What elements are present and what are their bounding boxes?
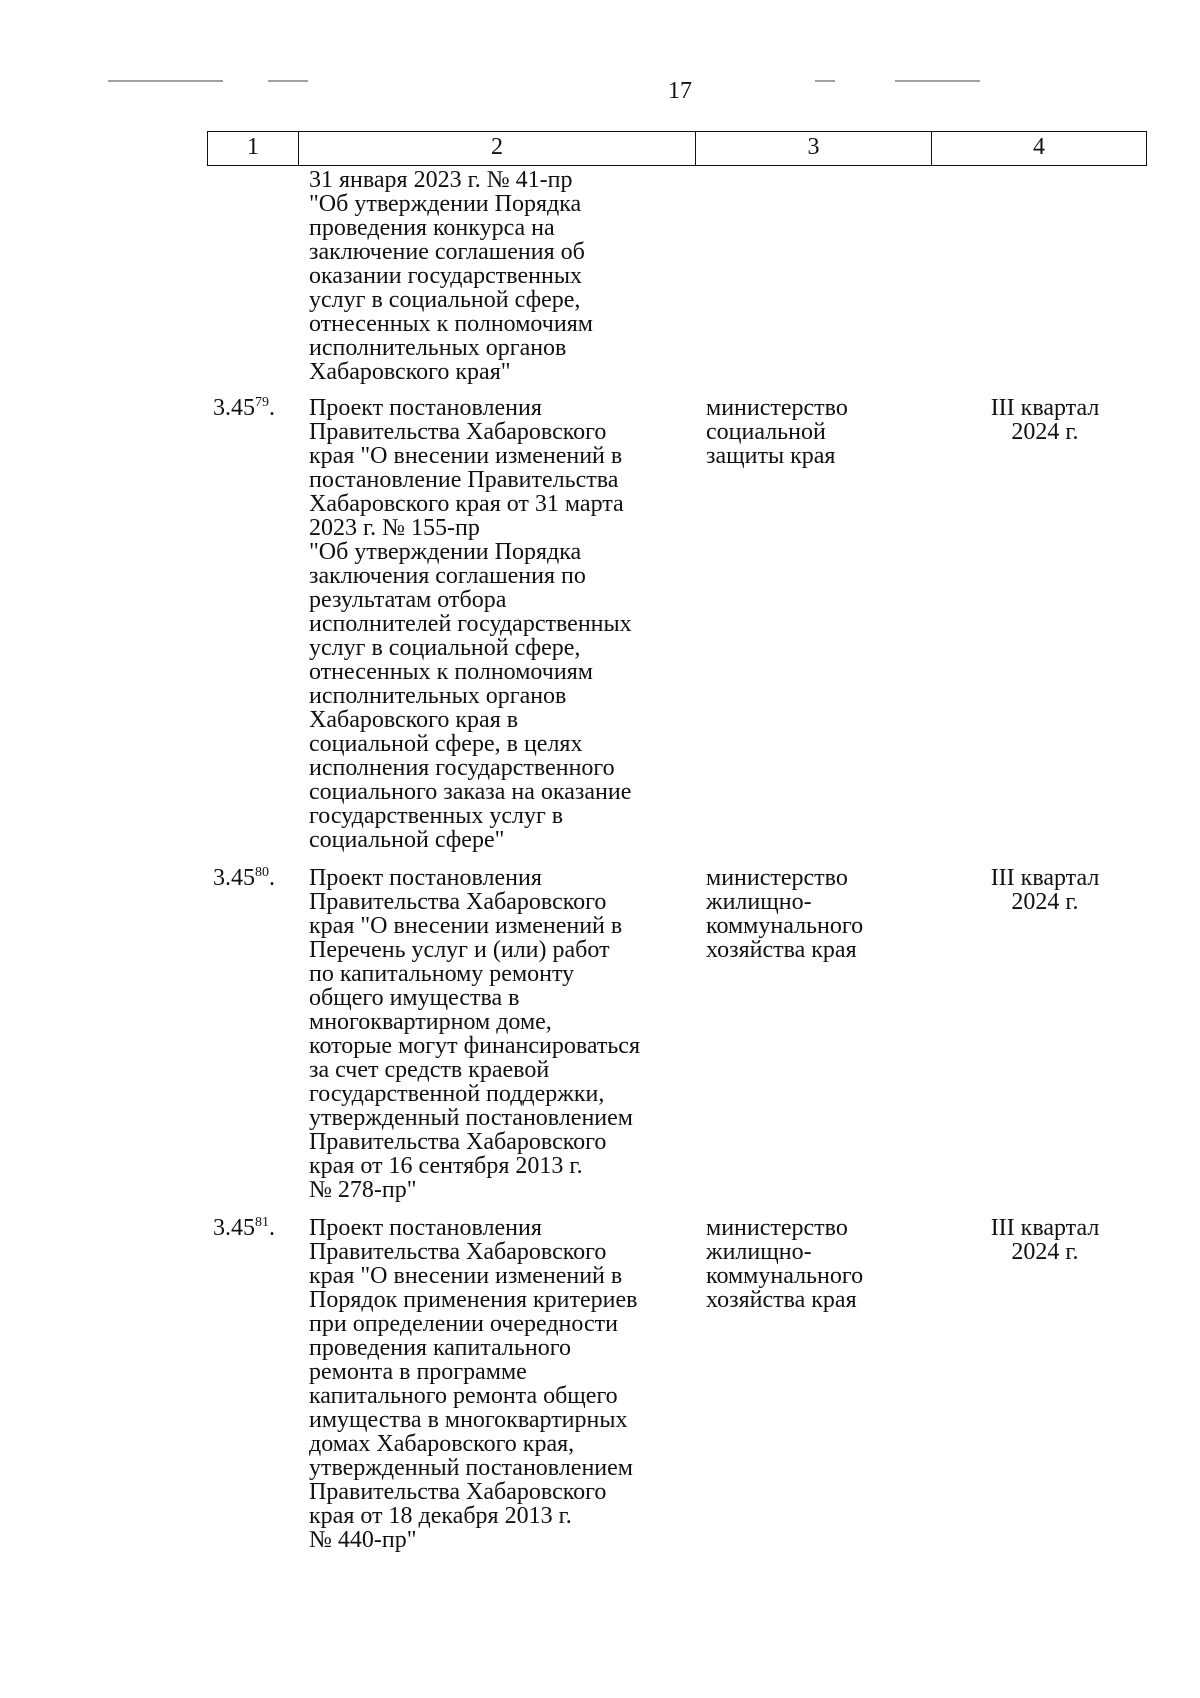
row-responsible: министерство жилищно- коммунального хозяйства края [706, 865, 864, 963]
row-number [213, 1216, 275, 1240]
row-deadline: III квартал 2024 г. [990, 1215, 1100, 1265]
page-number: 17 [668, 78, 692, 104]
table-header-col-3: 3 [696, 132, 932, 165]
row-deadline: III квартал 2024 г. [990, 865, 1100, 915]
row-number [213, 396, 275, 420]
row-number-suffix: . [269, 865, 275, 891]
row-number-superscript: 80 [255, 865, 269, 880]
row-number-suffix: . [269, 1215, 275, 1241]
table-header-col-2: 2 [299, 132, 696, 165]
table-header-col-4: 4 [1033, 134, 1045, 160]
row-description: Проект постановления Правительства Хабаровского края "О внесении изменений в Перечень услуг и (или) работ по капитальному ремонту общего имущества в многоквартирном доме, которые могут финансироваться за счет средств краевой государственной поддержки, утвержденный постановлением Правительства Хабаровского края от 16 сентября 2013 г. № 278-пр" [309, 865, 640, 1203]
row-responsible: министерство социальной защиты края [706, 395, 848, 469]
table-header-col-1: 1 [208, 132, 299, 165]
row-description: Проект постановления Правительства Хабаровского края "О внесении изменений в постановление Правительства Хабаровского края от 31 марта 2023 г. № 155-пр "Об утверждении Порядка заключения соглашения по результатам отбора исполнителей государственных услуг в социальной сфере, отнесенных к полномочиям исполнительных органов Хабаровского края в социальной сфере, в целях исполнения государственного социального заказа на оказание государственных услуг в социальной сфере" [309, 395, 632, 853]
row-responsible: министерство жилищно- коммунального хозяйства края [706, 1215, 864, 1313]
row-number-superscript: 81 [255, 1215, 269, 1230]
row-number [213, 866, 275, 890]
row-number-superscript: 79 [255, 395, 269, 410]
row-number-base: 3.45 [213, 1215, 255, 1241]
row-deadline: III квартал 2024 г. [990, 395, 1100, 445]
row-number-suffix: . [269, 395, 275, 421]
continuation-description: 31 января 2023 г. № 41-пр "Об утверждении Порядка проведения конкурса на заключение соглашения об оказании государственных услуг в социальной сфере, отнесенных к полномочиям исполнительных органов Хабаровского края" [309, 167, 593, 385]
row-number-base: 3.45 [213, 395, 255, 421]
row-description: Проект постановления Правительства Хабаровского края "О внесении изменений в Порядок применения критериев при определении очередности проведения капитального ремонта в программе капитального ремонта общего имущества в многоквартирных домах Хабаровского края, утвержденный постановлением Правительства Хабаровского края от 18 декабря 2013 г. № 440-пр" [309, 1215, 638, 1553]
table-header-row [207, 131, 1147, 166]
row-number-base: 3.45 [213, 865, 255, 891]
